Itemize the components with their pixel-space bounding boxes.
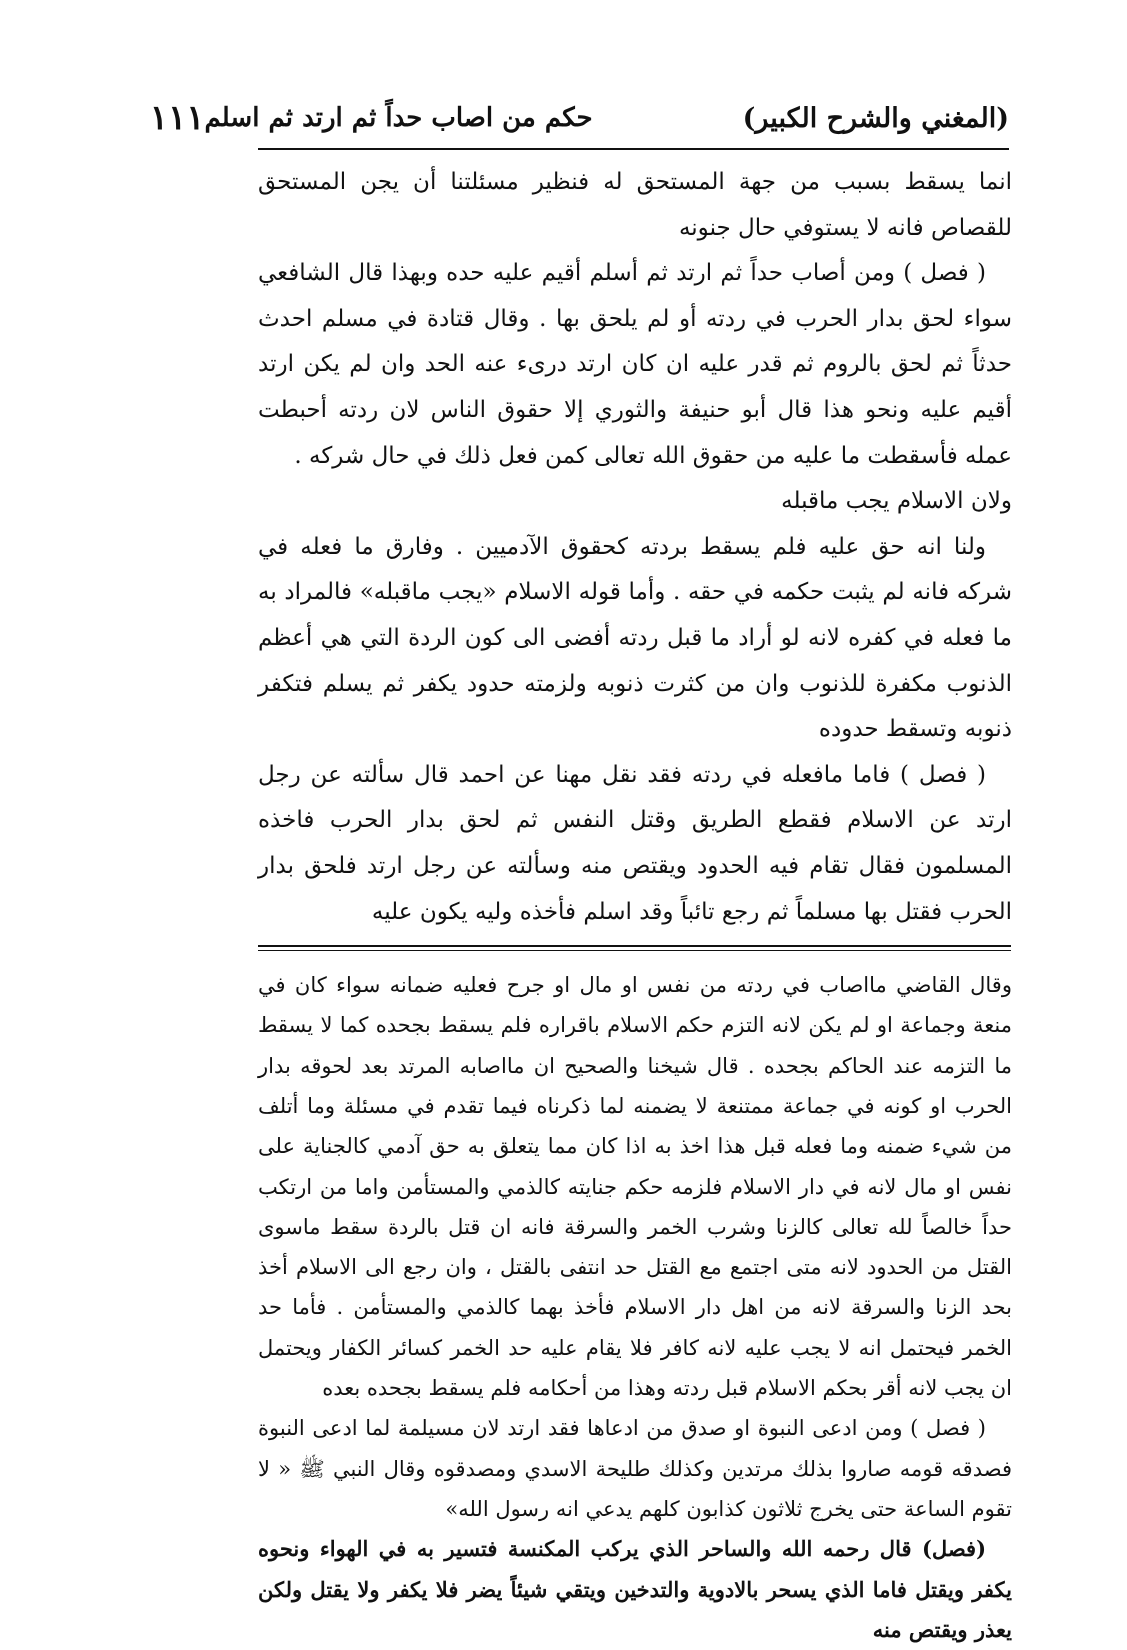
main-paragraph-2: ( فصل ) ومن أصاب حداً ثم ارتد ثم أسلم أقيم عليه حده وبهذا قال الشافعي سواء لحق بدار الحرب في ردته أو لم يلحق بها . وقال قتادة في مسلم احدث حدثاً ثم لحق بالروم ثم قدر عليه ان كان ارتد درىء عنه الحد وان لم يكن ارتد أقيم عليه ونحو هذا قال أبو حنيفة والثوري إلا حقوق الناس لان ردته أحبطت عمله فأسقطت ما عليه من حقوق الله تعالى كمن فعل ذلك في حال شركه . <box>258 260 1012 469</box>
commentary-text <box>258 965 1012 1650</box>
chapter-title: حكم من اصاب حداً ثم ارتد ثم اسلم <box>204 103 593 133</box>
section-divider-thin <box>258 950 1011 951</box>
commentary-paragraph-2: ( فصل ) ومن ادعى النبوة او صدق من ادعاها فقد ارتد لان مسيلمة لما ادعى النبوة فصدقه قومه صاروا بذلك مرتدين وكذلك طليحة الاسدي ومصدقوه وقال النبي ﷺ « لا تقوم الساعة حتى يخرج ثلاثون كذابون كلهم يدعي انه رسول الله» <box>258 1416 1012 1521</box>
running-header <box>149 92 1009 144</box>
main-paragraph-5: ( فصل ) فاما مافعله في ردته فقد نقل مهنا عن احمد قال سألته عن رجل ارتد عن الاسلام فقطع الطريق وقتل النفس ثم لحق بدار الحرب فاخذه المسلمون فقال تقام فيه الحدود ويقتص منه وسألته عن رجل ارتد فلحق بدار الحرب فقتل بها مسلماً ثم رجع تائباً وقد اسلم فأخذه وليه يكون عليه <box>258 761 1012 925</box>
main-paragraph-3: ولان الاسلام يجب ماقبله <box>781 488 1012 515</box>
main-paragraph-1: انما يسقط بسبب من جهة المستحق له فنظير مسئلتنا أن يجن المستحق للقصاص فانه لا يستوفي حال جنونه <box>258 169 1012 241</box>
section-divider <box>258 945 1011 947</box>
header-rule <box>258 148 1009 150</box>
page-number: ١١١ <box>149 98 205 138</box>
main-text <box>258 160 1012 935</box>
commentary-paragraph-3: (فصل) قال رحمه الله والساحر الذي يركب المكنسة فتسير به في الهواء ونحوه يكفر ويقتل فاما الذي يسحر بالادوية والتدخين ويتقي شيئاً يضر فلا يكفر ولا يقتل ولكن يعذر ويقتص منه <box>258 1536 1012 1642</box>
book-title: (المغني والشرح الكبير) <box>742 102 1009 134</box>
main-paragraph-4: ولنا انه حق عليه فلم يسقط بردته كحقوق الآدميين . وفارق ما فعله في شركه فانه لم يثبت حكمه في حقه . وأما قوله الاسلام «يجب ماقبله» فالمراد به ما فعله في كفره لانه لو أراد ما قبل ردته أفضى الى كون الردة التي هي أعظم الذنوب مكفرة للذنوب وان من كثرت ذنوبه ولزمته حدود يكفر ثم يسلم فتكفر ذنوبه وتسقط حدوده <box>258 533 1012 743</box>
commentary-paragraph-1: وقال القاضي مااصاب في ردته من نفس او مال او جرح فعليه ضمانه سواء كان في منعة وجماعة او لم يكن لانه التزم حكم الاسلام باقراره فلم يسقط بجحده كما لا يسقط ما التزمه عند الحاكم بجحده . قال شيخنا والصحيح ان مااصابه المرتد بعد لحوقه بدار الحرب او كونه في جماعة ممتنعة لا يضمنه لما ذكرناه فيما تقدم في مسئلة وما أتلف من شيء ضمنه وما فعله قبل هذا اخذ به اذا كان مما يتعلق به حق آدمي كالجناية على نفس او مال لانه في دار الاسلام فلزمه حكم جنايته كالذمي والمستأمن واما من ارتكب حداً خالصاً لله تعالى كالزنا وشرب الخمر والسرقة فانه ان قتل بالردة سقط ماسوى القتل من الحدود لانه متى اجتمع مع القتل حد انتفى بالقتل ، وان رجع الى الاسلام أخذ بحد الزنا والسرقة لانه من اهل دار الاسلام فأخذ بهما كالذمي والمستأمن . فأما حد الخمر فيحتمل انه لا يجب عليه لانه كافر فلا يقام عليه حد الخمر كسائر الكفار ويحتمل ان يجب لانه أقر بحكم الاسلام قبل ردته وهذا من أحكامه فلم يسقط بجحده بعده <box>258 973 1012 1401</box>
